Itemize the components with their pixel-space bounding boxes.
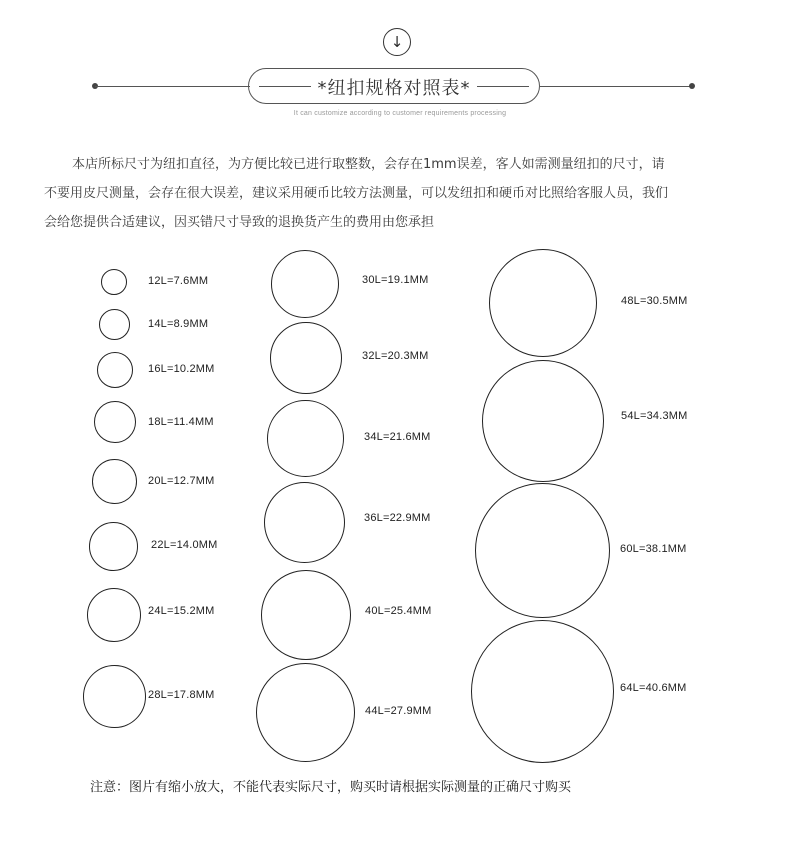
button-size-label: 14L=8.9MM	[148, 318, 209, 330]
button-size-circle	[94, 401, 136, 443]
button-size-label: 24L=15.2MM	[148, 605, 215, 617]
button-size-label: 48L=30.5MM	[621, 295, 688, 307]
button-size-label: 60L=38.1MM	[620, 543, 687, 555]
button-size-circle	[489, 249, 597, 357]
button-size-circle	[271, 250, 339, 318]
description-line-text: 会给您提供合适建议，因买错尺寸导致的退换货产生的费用由您承担	[44, 215, 435, 230]
down-arrow-icon: ↓	[383, 28, 411, 56]
button-size-label: 30L=19.1MM	[362, 274, 429, 286]
button-size-label: 18L=11.4MM	[148, 416, 214, 428]
title-dot-right	[689, 83, 695, 89]
title-banner	[248, 68, 540, 104]
button-size-circle	[92, 459, 137, 504]
button-size-circle	[99, 309, 130, 340]
button-size-circle	[270, 322, 342, 394]
button-size-circle	[97, 352, 133, 388]
button-size-circle	[471, 620, 614, 763]
size-description	[44, 150, 756, 237]
button-size-circle	[256, 663, 355, 762]
description-line-text: 不要用皮尺测量，会存在很大误差，建议采用硬币比较方法测量，可以发纽扣和硬币对比照给客服人员，我们	[44, 186, 669, 201]
title-divider-left	[95, 86, 250, 87]
button-size-label: 36L=22.9MM	[364, 512, 431, 524]
page-title: *纽扣规格对照表*	[317, 78, 471, 99]
description-line	[44, 179, 756, 208]
button-size-circle	[267, 400, 344, 477]
button-size-circle	[101, 269, 127, 295]
button-size-circle	[87, 588, 141, 642]
button-size-label: 28L=17.8MM	[148, 689, 215, 701]
button-size-label: 12L=7.6MM	[148, 275, 209, 287]
button-size-label: 54L=34.3MM	[621, 410, 688, 422]
button-size-label: 20L=12.7MM	[148, 475, 215, 487]
description-line	[44, 208, 756, 237]
button-size-circle	[261, 570, 351, 660]
button-size-label: 34L=21.6MM	[364, 431, 431, 443]
button-size-circle	[482, 360, 604, 482]
button-size-circle	[264, 482, 345, 563]
button-size-label: 32L=20.3MM	[362, 350, 429, 362]
button-size-label: 16L=10.2MM	[148, 363, 215, 375]
button-size-label: 40L=25.4MM	[365, 605, 432, 617]
page-subtitle: It can customize according to customer requirements processing	[293, 110, 507, 117]
title-divider-right	[540, 86, 692, 87]
description-line-text: 本店所标尺寸为纽扣直径，为方便比较已进行取整数，会存在1mm误差，客人如需测量纽扣的尺寸，请	[72, 157, 665, 172]
button-size-label: 22L=14.0MM	[151, 539, 218, 551]
button-size-label: 44L=27.9MM	[365, 705, 432, 717]
button-size-circle	[89, 522, 138, 571]
footer-note: 注意：图片有缩小放大，不能代表实际尺寸，购买时请根据实际测量的正确尺寸购买	[90, 780, 572, 795]
button-size-circle	[475, 483, 610, 618]
button-size-circle	[83, 665, 146, 728]
description-line	[44, 150, 756, 179]
button-size-label: 64L=40.6MM	[620, 682, 687, 694]
